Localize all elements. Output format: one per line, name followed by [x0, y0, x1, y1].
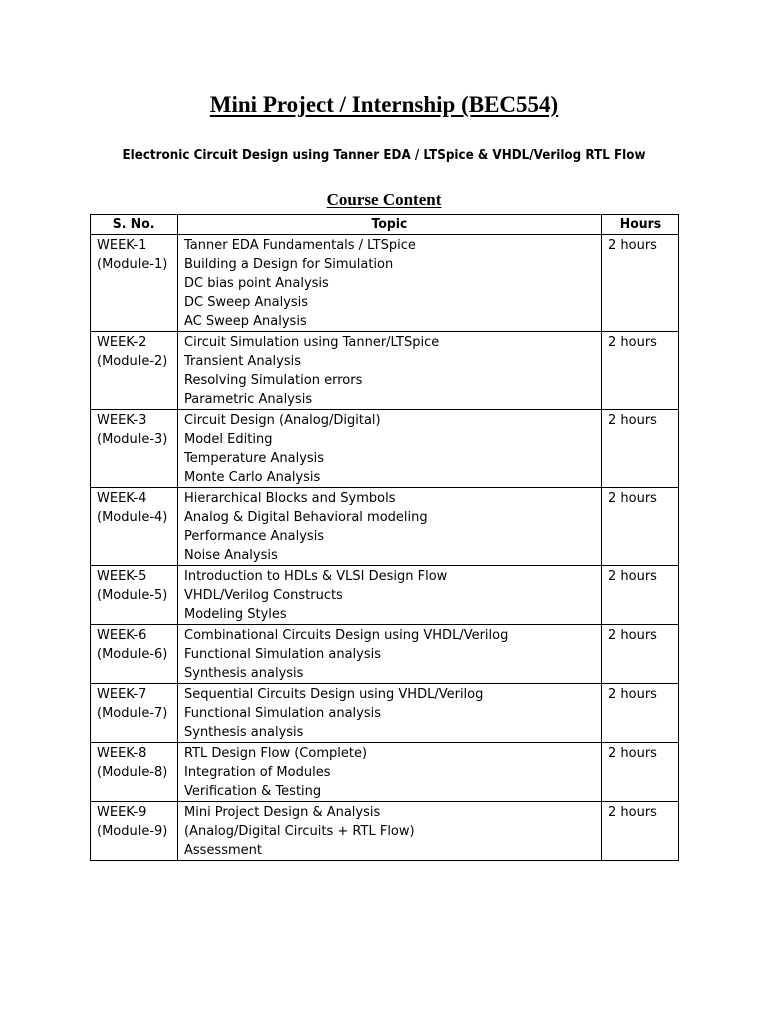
hours-value: 2 hours: [608, 413, 657, 428]
topic-item: Circuit Simulation using Tanner/LTSpice: [184, 335, 440, 350]
topic-cell: [178, 410, 602, 488]
week-cell: [91, 488, 178, 566]
table-header-row: [91, 215, 679, 235]
topic-cell: [178, 332, 602, 410]
module-label: (Module-7): [97, 706, 168, 721]
week-cell: [91, 802, 178, 861]
topic-item: Analog & Digital Behavioral modeling: [184, 510, 428, 525]
table-row: [91, 332, 679, 410]
topic-item: Model Editing: [184, 432, 273, 447]
table-row: [91, 743, 679, 802]
hours-value: 2 hours: [608, 238, 657, 253]
topic-item: Sequential Circuits Design using VHDL/Verilog: [184, 687, 484, 702]
topic-item: Mini Project Design & Analysis: [184, 805, 381, 820]
week-cell: [91, 566, 178, 625]
topic-item: Resolving Simulation errors: [184, 373, 363, 388]
hours-value: 2 hours: [608, 805, 657, 820]
hours-cell: [602, 743, 679, 802]
week-cell: [91, 235, 178, 332]
module-label: (Module-3): [97, 432, 168, 447]
document-title: Mini Project / Internship (BEC554): [209, 92, 559, 117]
topic-item: Modeling Styles: [184, 607, 287, 622]
header-topic: Topic: [178, 215, 602, 235]
module-label: (Module-2): [97, 354, 168, 369]
hours-cell: [602, 625, 679, 684]
hours-value: 2 hours: [608, 746, 657, 761]
topic-item: AC Sweep Analysis: [184, 314, 307, 329]
topic-item: Synthesis analysis: [184, 725, 304, 740]
hours-cell: [602, 566, 679, 625]
topic-item: Temperature Analysis: [184, 451, 325, 466]
week-cell: [91, 410, 178, 488]
topic-item: VHDL/Verilog Constructs: [184, 588, 343, 603]
topic-item: Verification & Testing: [184, 784, 322, 799]
topic-cell: [178, 802, 602, 861]
topic-item: Functional Simulation analysis: [184, 647, 382, 662]
module-label: (Module-1): [97, 257, 168, 272]
hours-value: 2 hours: [608, 335, 657, 350]
week-label: WEEK-7: [97, 687, 147, 702]
document-subtitle: Electronic Circuit Design using Tanner EDA / LTSpice & VHDL/Verilog RTL Flow: [122, 148, 646, 163]
table-row: [91, 625, 679, 684]
topic-cell: [178, 743, 602, 802]
module-label: (Module-9): [97, 824, 168, 839]
week-cell: [91, 625, 178, 684]
table-row: [91, 684, 679, 743]
topic-item: Noise Analysis: [184, 548, 278, 563]
module-label: (Module-6): [97, 647, 168, 662]
topic-cell: [178, 488, 602, 566]
header-sno: S. No.: [91, 215, 178, 235]
hours-cell: [602, 410, 679, 488]
topic-cell: [178, 684, 602, 743]
module-label: (Module-5): [97, 588, 168, 603]
topic-item: Introduction to HDLs & VLSI Design Flow: [184, 569, 448, 584]
week-cell: [91, 684, 178, 743]
header-hours: Hours: [602, 215, 679, 235]
topic-item: DC Sweep Analysis: [184, 295, 309, 310]
topic-item: Transient Analysis: [184, 354, 301, 369]
topic-item: RTL Design Flow (Complete): [184, 746, 368, 761]
week-label: WEEK-6: [97, 628, 147, 643]
module-label: (Module-4): [97, 510, 168, 525]
topic-item: (Analog/Digital Circuits + RTL Flow): [184, 824, 415, 839]
table-row: [91, 410, 679, 488]
topic-cell: [178, 566, 602, 625]
week-label: WEEK-5: [97, 569, 147, 584]
topic-item: DC bias point Analysis: [184, 276, 329, 291]
week-label: WEEK-1: [97, 238, 147, 253]
week-cell: [91, 743, 178, 802]
week-label: WEEK-3: [97, 413, 147, 428]
course-content-table: [90, 214, 679, 861]
topic-item: Performance Analysis: [184, 529, 325, 544]
week-cell: [91, 332, 178, 410]
topic-item: Tanner EDA Fundamentals / LTSpice: [184, 238, 416, 253]
table-row: [91, 566, 679, 625]
section-heading: Course Content: [326, 190, 442, 209]
topic-item: Combinational Circuits Design using VHDL/Verilog: [184, 628, 509, 643]
table-row: [91, 802, 679, 861]
hours-value: 2 hours: [608, 628, 657, 643]
hours-cell: [602, 235, 679, 332]
topic-item: Functional Simulation analysis: [184, 706, 382, 721]
hours-value: 2 hours: [608, 687, 657, 702]
week-label: WEEK-2: [97, 335, 147, 350]
hours-cell: [602, 332, 679, 410]
topic-cell: [178, 235, 602, 332]
topic-item: Assessment: [184, 843, 262, 858]
hours-cell: [602, 802, 679, 861]
module-label: (Module-8): [97, 765, 168, 780]
table-row: [91, 235, 679, 332]
week-label: WEEK-9: [97, 805, 147, 820]
hours-cell: [602, 488, 679, 566]
topic-item: Synthesis analysis: [184, 666, 304, 681]
table-row: [91, 488, 679, 566]
topic-item: Hierarchical Blocks and Symbols: [184, 491, 396, 506]
topic-item: Integration of Modules: [184, 765, 331, 780]
topic-item: Circuit Design (Analog/Digital): [184, 413, 381, 428]
week-label: WEEK-4: [97, 491, 147, 506]
hours-value: 2 hours: [608, 569, 657, 584]
hours-cell: [602, 684, 679, 743]
week-label: WEEK-8: [97, 746, 147, 761]
hours-value: 2 hours: [608, 491, 657, 506]
topic-item: Parametric Analysis: [184, 392, 313, 407]
topic-cell: [178, 625, 602, 684]
topic-item: Monte Carlo Analysis: [184, 470, 321, 485]
topic-item: Building a Design for Simulation: [184, 257, 394, 272]
